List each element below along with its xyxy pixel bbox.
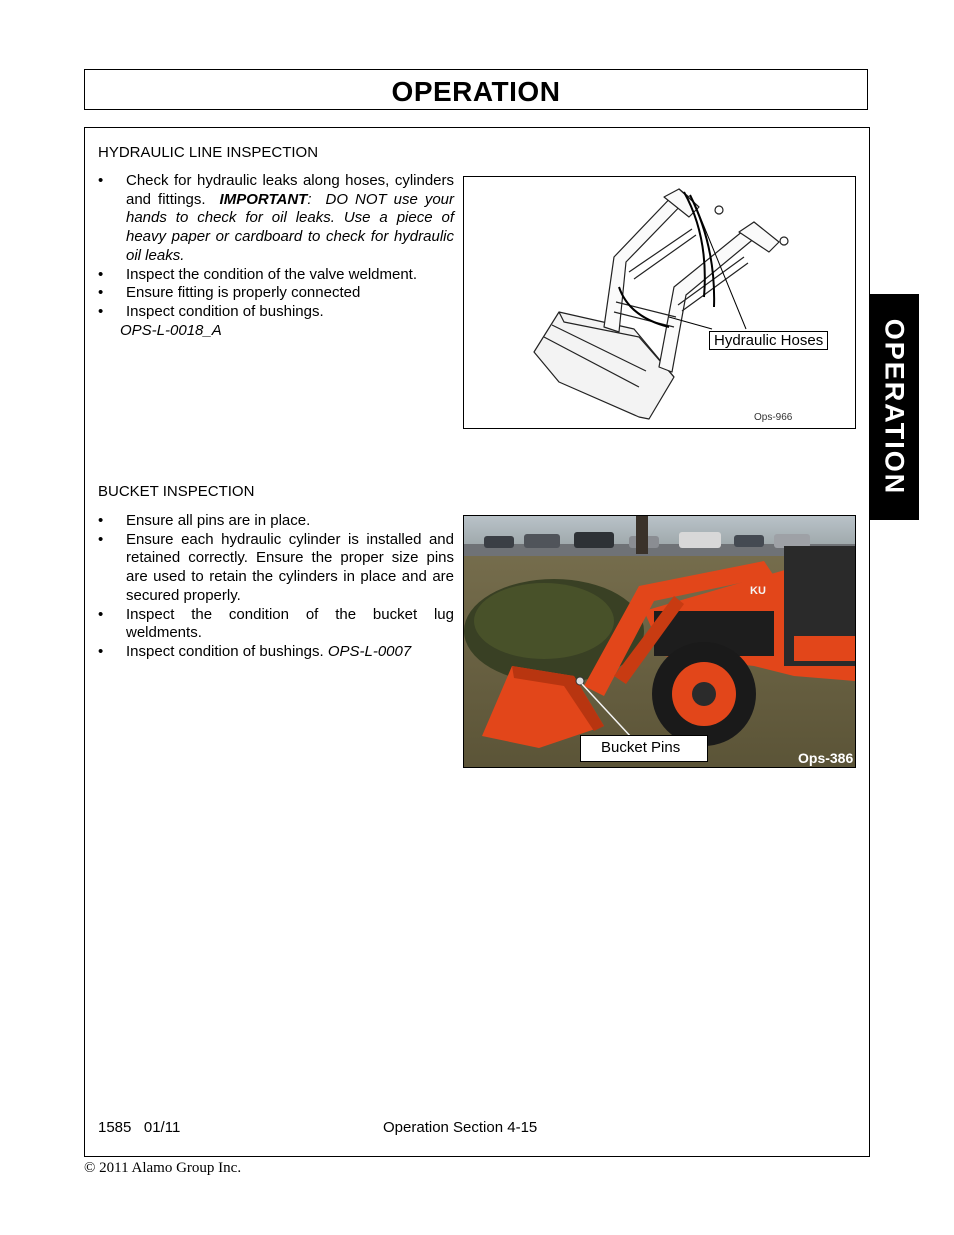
hydraulic-line-checklist [98,172,454,322]
list-item: • Inspect condition of bushings. [98,303,454,322]
page-header [84,69,868,110]
figure-code: Ops-966 [754,412,793,423]
page-number: Operation Section 4-15 [383,1119,538,1136]
list-item: • Ensure each hydraulic cylinder is installed and retained correctly. Ensure the proper size pins are used to retain the cylinders in place and are secured properly. [98,531,454,606]
list-item: • Ensure fitting is properly connected [98,284,454,303]
bucket-inspection-heading: BUCKET INSPECTION [98,483,255,500]
tractor-decal: KU [750,585,766,597]
tractor-photo [464,516,855,767]
reference-code: OPS-L-0007 [327,642,412,660]
hydraulic-line-heading: HYDRAULIC LINE INSPECTION [98,144,319,161]
list-item: • Ensure all pins are in place. [98,512,454,531]
loader-line-drawing [464,177,855,428]
model-date: 1585 01/11 [98,1119,181,1136]
list-item: • Inspect the condition of the bucket lug weldments. [98,606,454,643]
list-item: • Inspect the condition of the valve weldment. [98,266,454,285]
figure-code: Ops-386 [798,750,854,766]
copyright: © 2011 Alamo Group Inc. [84,1160,242,1176]
bucket-inspection-checklist [98,512,454,662]
bucket-pins-photo [463,515,856,768]
list-item: • Inspect condition of bushings. OPS-L-0007 [98,643,454,662]
side-tab-label: OPERATION [879,318,910,496]
reference-code: OPS-L-0018_A [120,322,222,339]
important-note: DO NOT use your hands to check for oil leaks. Use a piece of heavy paper or cardboard to check for hydraulic oil leaks. [126,190,455,264]
page-title: OPERATION [391,76,561,107]
hydraulic-hoses-figure [463,176,856,429]
bucket-pins-callout: Bucket Pins [580,735,708,762]
section-side-tab [869,294,919,520]
list-item: • Check for hydraulic leaks along hoses, cylinders and fittings. IMPORTANT: DO NOT use your hands to check for oil leaks. Use a piece of heavy paper or cardboard to check for hydraulic oil leaks. [98,172,454,266]
important-label: IMPORTANT [219,190,308,208]
hydraulic-hoses-callout: Hydraulic Hoses [709,331,828,350]
